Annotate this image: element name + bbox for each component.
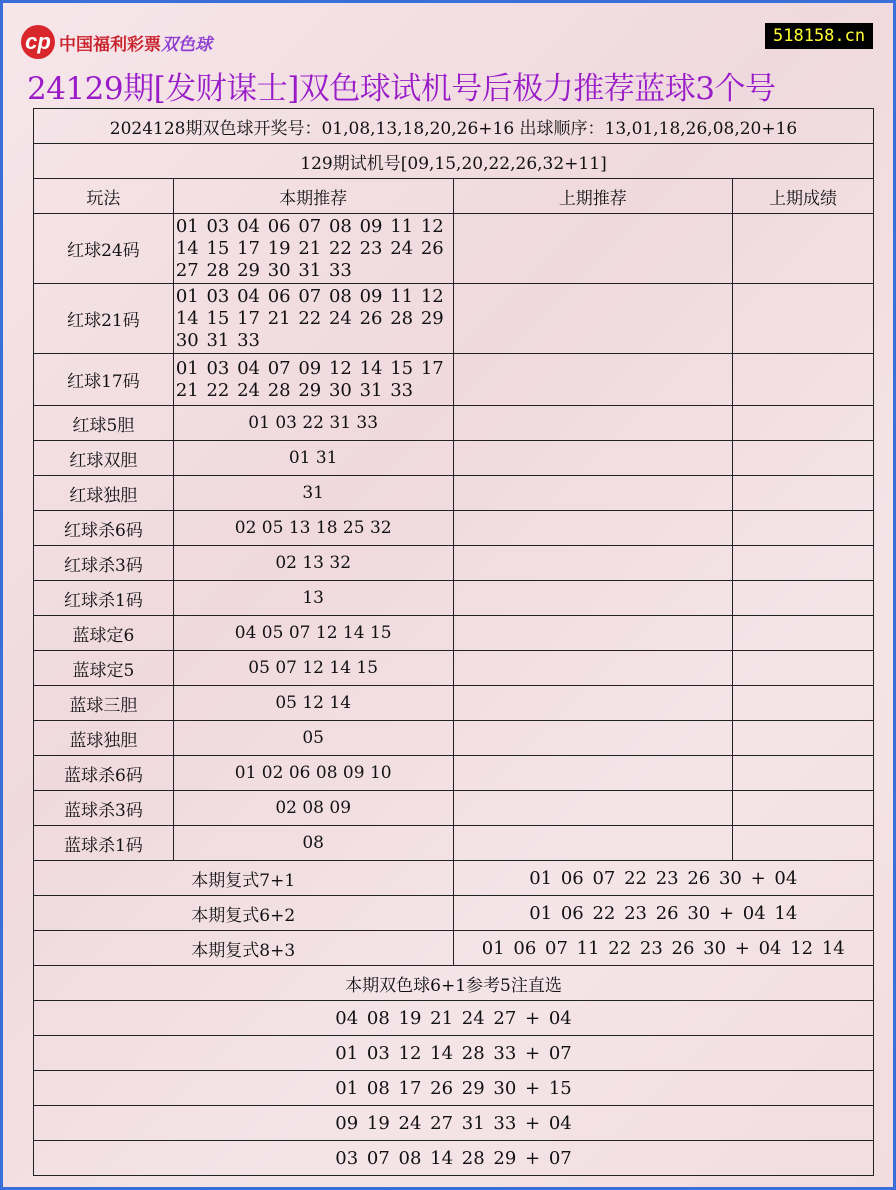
logo	[21, 25, 212, 59]
pick-row	[34, 1106, 874, 1141]
previous-result	[733, 511, 874, 546]
current-recommend: 31	[173, 476, 453, 511]
previous-result	[733, 406, 874, 441]
play-name: 蓝球杀6码	[34, 756, 174, 791]
previous-result	[733, 581, 874, 616]
fushi-row	[34, 896, 874, 931]
pick-row	[34, 1141, 874, 1176]
current-recommend: 01 03 04 07 09 12 14 15 17 21 22 24 28 29 30 31 33	[173, 354, 453, 406]
previous-recommend	[453, 546, 733, 581]
previous-result	[733, 616, 874, 651]
current-recommend: 01 03 22 31 33	[173, 406, 453, 441]
current-recommend: 05 07 12 14 15	[173, 651, 453, 686]
previous-recommend	[453, 476, 733, 511]
pick-row	[34, 1036, 874, 1071]
previous-recommend	[453, 686, 733, 721]
current-recommend: 01 03 04 06 07 08 09 11 12 14 15 17 21 22 24 26 28 29 30 31 33	[173, 284, 453, 354]
play-name: 红球独胆	[34, 476, 174, 511]
current-recommend: 02 05 13 18 25 32	[173, 511, 453, 546]
table-row	[34, 721, 874, 756]
previous-result	[733, 651, 874, 686]
previous-result	[733, 284, 874, 354]
current-recommend: 04 05 07 12 14 15	[173, 616, 453, 651]
play-name: 红球21码	[34, 284, 174, 354]
trial-number: 129期试机号[09,15,20,22,26,32+11]	[34, 144, 874, 179]
previous-recommend	[453, 284, 733, 354]
table-row	[34, 511, 874, 546]
previous-result	[733, 686, 874, 721]
logo-text: 中国福利彩票	[59, 34, 161, 55]
pick-value: 09 19 24 27 31 33 + 04	[34, 1106, 874, 1141]
fushi-row	[34, 861, 874, 896]
header-cell: 上期推荐	[453, 179, 733, 214]
fushi-value: 01 06 07 22 23 26 30 + 04	[453, 861, 874, 896]
pick-row	[34, 1071, 874, 1106]
pick-value: 03 07 08 14 28 29 + 07	[34, 1141, 874, 1176]
current-recommend: 05 12 14	[173, 686, 453, 721]
previous-recommend	[453, 354, 733, 406]
header-cell: 上期成绩	[733, 179, 874, 214]
pick-value: 04 08 19 21 24 27 + 04	[34, 1001, 874, 1036]
pick-value: 01 08 17 26 29 30 + 15	[34, 1071, 874, 1106]
table-row	[34, 284, 874, 354]
current-recommend: 13	[173, 581, 453, 616]
lottery-logo-icon: cp	[21, 25, 55, 59]
play-name: 红球杀1码	[34, 581, 174, 616]
fushi-value: 01 06 22 23 26 30 + 04 14	[453, 896, 874, 931]
current-recommend: 02 08 09	[173, 791, 453, 826]
table-row	[34, 546, 874, 581]
fushi-name: 本期复式8+3	[34, 931, 454, 966]
previous-result	[733, 476, 874, 511]
previous-recommend	[453, 616, 733, 651]
picks-title: 本期双色球6+1参考5注直选	[34, 966, 874, 1001]
previous-result	[733, 791, 874, 826]
current-recommend: 05	[173, 721, 453, 756]
play-name: 红球24码	[34, 214, 174, 284]
table-row	[34, 354, 874, 406]
page-title: 24129期[发财谋士]双色球试机号后极力推荐蓝球3个号	[27, 71, 776, 107]
previous-recommend	[453, 826, 733, 861]
previous-recommend	[453, 756, 733, 791]
site-badge: 518158.cn	[765, 23, 873, 49]
play-name: 红球杀6码	[34, 511, 174, 546]
play-name: 红球5胆	[34, 406, 174, 441]
header-row	[34, 179, 874, 214]
logo-text-ssq: 双色球	[161, 34, 212, 55]
current-recommend: 01 02 06 08 09 10	[173, 756, 453, 791]
previous-result	[733, 756, 874, 791]
previous-result	[733, 214, 874, 284]
play-name: 蓝球三胆	[34, 686, 174, 721]
play-name: 红球杀3码	[34, 546, 174, 581]
current-recommend: 01 03 04 06 07 08 09 11 12 14 15 17 19 21 22 23 24 26 27 28 29 30 31 33	[173, 214, 453, 284]
table-row	[34, 791, 874, 826]
table-row	[34, 616, 874, 651]
fushi-row	[34, 931, 874, 966]
previous-result	[733, 721, 874, 756]
current-recommend: 08	[173, 826, 453, 861]
table-row	[34, 826, 874, 861]
play-name: 蓝球定6	[34, 616, 174, 651]
play-name: 蓝球杀1码	[34, 826, 174, 861]
current-recommend: 01 31	[173, 441, 453, 476]
header-cell: 玩法	[34, 179, 174, 214]
table-row	[34, 214, 874, 284]
previous-recommend	[453, 581, 733, 616]
recommend-table	[33, 108, 874, 1176]
previous-recommend	[453, 511, 733, 546]
table-row	[34, 441, 874, 476]
draw-info: 2024128期双色球开奖号：01,08,13,18,20,26+16 出球顺序：13,01,18,26,08,20+16	[34, 109, 874, 144]
play-name: 红球双胆	[34, 441, 174, 476]
previous-result	[733, 441, 874, 476]
table-row	[34, 756, 874, 791]
table-row	[34, 651, 874, 686]
play-name: 红球17码	[34, 354, 174, 406]
header-cell: 本期推荐	[173, 179, 453, 214]
previous-recommend	[453, 721, 733, 756]
previous-recommend	[453, 406, 733, 441]
pick-value: 01 03 12 14 28 33 + 07	[34, 1036, 874, 1071]
previous-result	[733, 826, 874, 861]
fushi-name: 本期复式6+2	[34, 896, 454, 931]
previous-recommend	[453, 651, 733, 686]
play-name: 蓝球杀3码	[34, 791, 174, 826]
previous-result	[733, 546, 874, 581]
previous-result	[733, 354, 874, 406]
fushi-name: 本期复式7+1	[34, 861, 454, 896]
previous-recommend	[453, 214, 733, 284]
table-row	[34, 476, 874, 511]
play-name: 蓝球定5	[34, 651, 174, 686]
previous-recommend	[453, 441, 733, 476]
table-row	[34, 406, 874, 441]
fushi-value: 01 06 07 11 22 23 26 30 + 04 12 14	[453, 931, 874, 966]
table-row	[34, 581, 874, 616]
pick-row	[34, 1001, 874, 1036]
previous-recommend	[453, 791, 733, 826]
current-recommend: 02 13 32	[173, 546, 453, 581]
play-name: 蓝球独胆	[34, 721, 174, 756]
table-row	[34, 686, 874, 721]
